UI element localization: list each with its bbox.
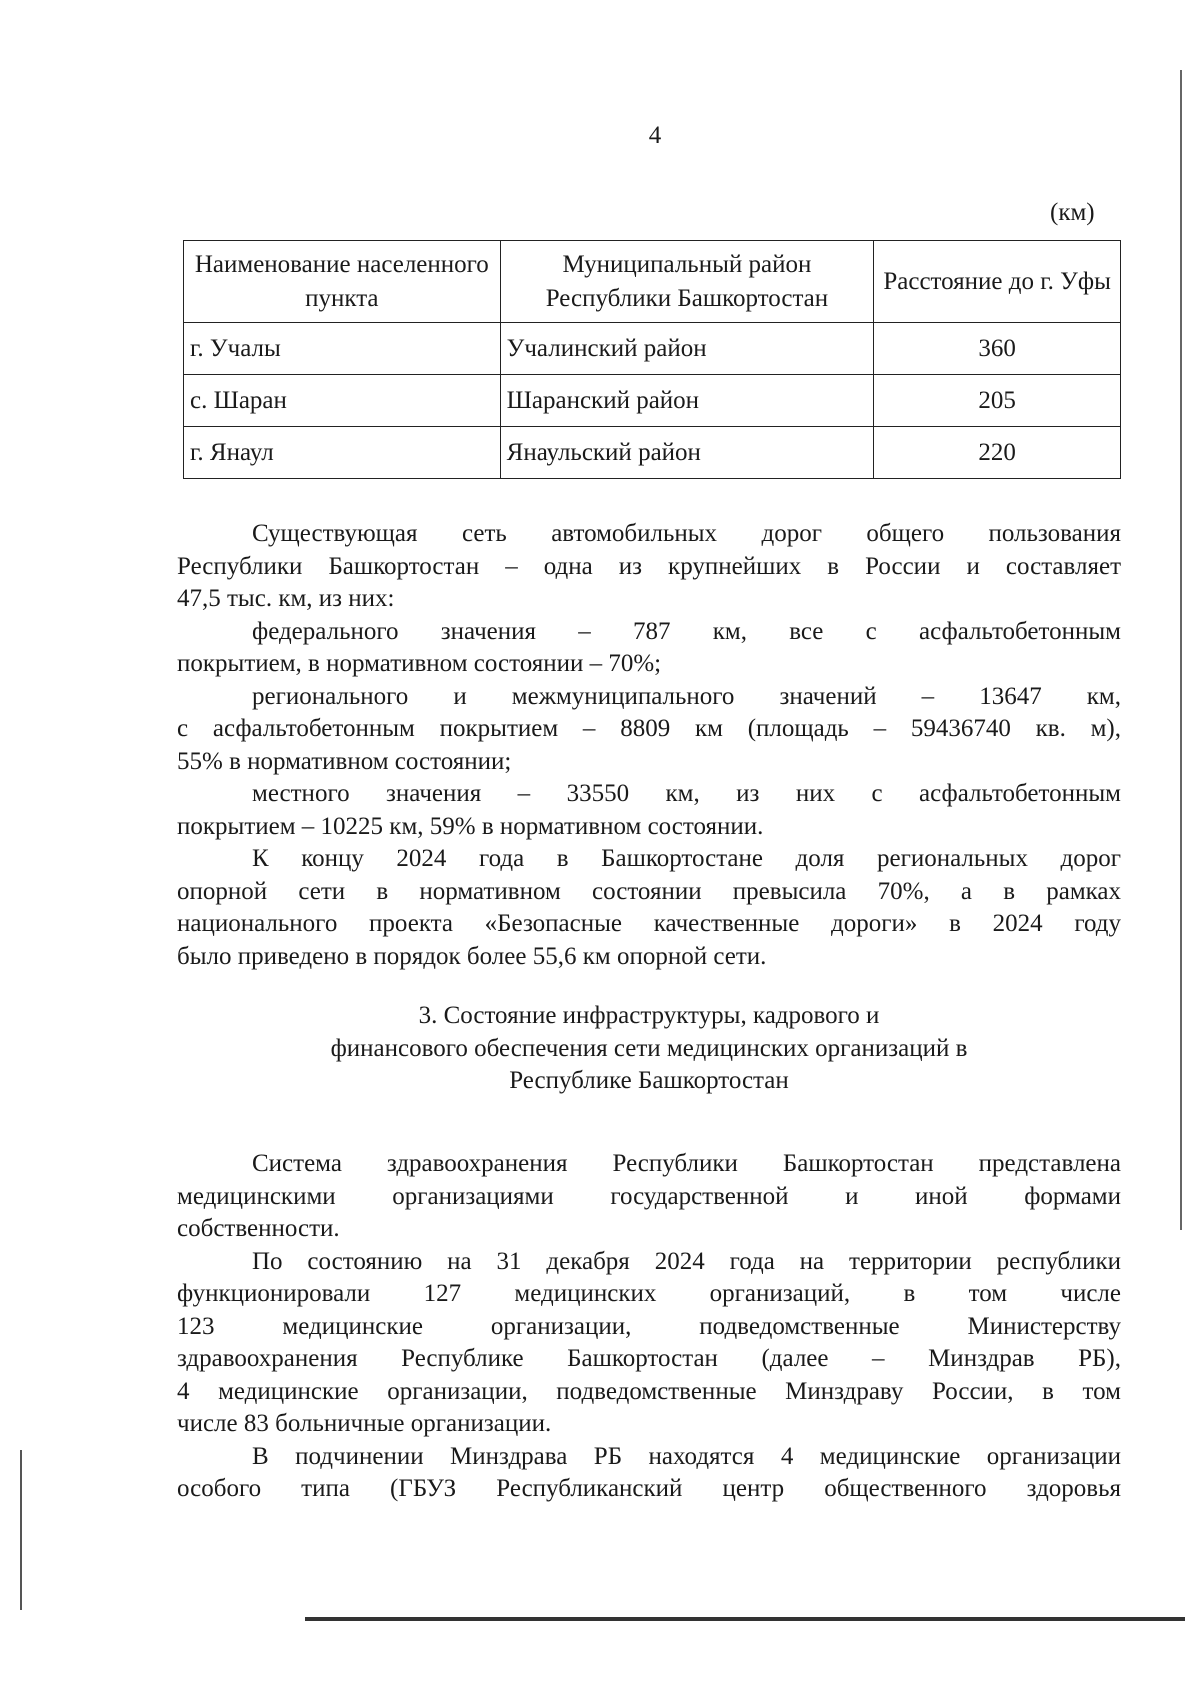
text-line: особого типа (ГБУЗ Республиканский центр общественного здоровья [177,1475,1121,1502]
settlement-cell: с. Шаран [184,375,501,427]
column-header-settlement: Наименование населенного пункта [184,241,501,323]
distance-cell: 220 [874,427,1121,479]
heading-line: финансового обеспечения сети медицинских организаций в [330,1034,968,1062]
column-header-distance: Расстояние до г. Уфы [874,241,1121,323]
roads-section [177,518,1121,973]
text-line: федерального значения – 787 км, все с асфальтобетонным [252,617,1121,645]
table-row [184,375,1121,427]
text-line: функционировали 127 медицинских организаций, в том числе [177,1280,1121,1307]
units-label: (км) [1050,199,1095,226]
section-heading [177,1000,1121,1098]
health-section [177,1148,1121,1506]
scan-edge-left [20,1450,22,1610]
text-line: опорной сети в нормативном состоянии превысила 70%, а в рамках [177,877,1121,905]
text-line: 4 медицинские организации, подведомственные Минздраву России, в том [177,1377,1121,1405]
text-line: национального проекта «Безопасные качественные дороги» в 2024 году [177,910,1121,937]
text-line: местного значения – 33550 км, из них с асфальтобетонным [252,780,1121,807]
text-line: В подчинении Минздрава РБ находятся 4 медицинские организации [252,1442,1121,1470]
text-line: покрытием, в нормативном состоянии – 70%; [177,650,662,677]
text-line: 47,5 тыс. км, из них: [177,585,395,612]
text-line: К концу 2024 года в Башкортостане доля региональных дорог [252,845,1121,872]
settlement-cell: г. Янаул [184,427,501,479]
scan-edge-right [1180,70,1182,1230]
distance-cell: 360 [874,323,1121,375]
text-line: здравоохранения Республике Башкортостан (далее – Минздрав РБ), [177,1345,1121,1372]
scan-edge-bottom [305,1617,1185,1621]
text-line: Система здравоохранения Республики Башкортостан представлена [252,1150,1121,1177]
text-line: собственности. [177,1215,340,1242]
text-line: регионального и межмуниципального значений – 13647 км, [252,682,1121,710]
text-line: было приведено в порядок более 55,6 км опорной сети. [177,942,767,970]
distance-table [183,240,1121,479]
table-row [184,427,1121,479]
text-line: с асфальтобетонным покрытием – 8809 км (площадь – 59436740 кв. м), [177,715,1121,742]
heading-line: 3. Состояние инфраструктуры, кадрового и [418,1002,880,1029]
text-line: 55% в нормативном состоянии; [177,747,512,775]
text-line: По состоянию на 31 декабря 2024 года на территории республики [252,1247,1121,1275]
page-number: 4 [648,122,662,149]
text-line: Республики Башкортостан – одна из крупнейших в России и составляет [177,552,1121,580]
district-cell: Шаранский район [500,375,874,427]
heading-line: Республике Башкортостан [509,1067,789,1094]
column-header-district: Муниципальный район Республики Башкортостан [500,241,874,323]
text-line: 123 медицинские организации, подведомственные Министерству [177,1312,1121,1340]
district-cell: Янаульский район [500,427,874,479]
table-row [184,323,1121,375]
settlement-cell: г. Учалы [184,323,501,375]
text-line: числе 83 больничные организации. [177,1410,552,1437]
district-cell: Учалинский район [500,323,874,375]
text-line: Существующая сеть автомобильных дорог общего пользования [252,520,1121,547]
distance-cell: 205 [874,375,1121,427]
text-line: медицинскими организациями государственной и иной формами [177,1182,1121,1210]
table-header-row [184,241,1121,323]
text-line: покрытием – 10225 км, 59% в нормативном состоянии. [177,812,764,840]
